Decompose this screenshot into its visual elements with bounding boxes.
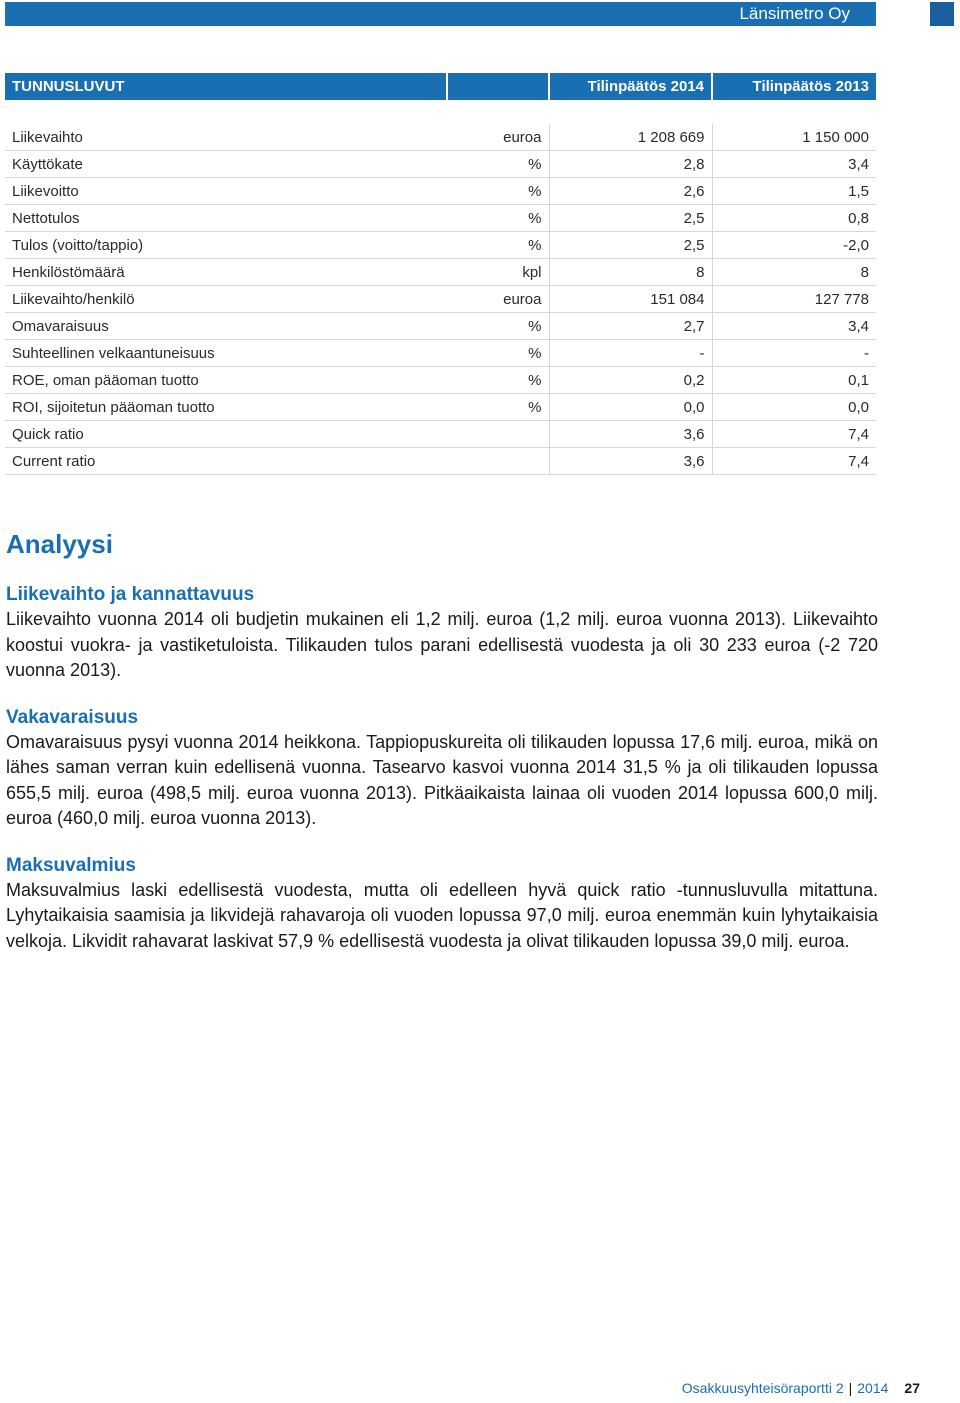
row-unit [447,448,549,475]
row-label: Liikevoitto [5,178,447,205]
row-value-2014: 1 208 669 [549,112,712,151]
page-footer [640,1380,920,1396]
row-unit: % [447,178,549,205]
page-number: 27 [904,1380,920,1396]
row-value-2013: - [712,340,876,367]
section-text-solvency: Omavaraisuus pysyi vuonna 2014 heikkona. Tappiopuskureita oli tilikauden lopussa 17,6 milj. euroa, mikä on lähes saman verran kuin edellisenä vuonna. Tasearvo kasvoi vuonna 2014 31,5 % ja oli tilikauden lopussa 655,5 milj. euroa (498,5 milj. euroa vuonna 2013). Pitkäaikaista lainaa oli vuoden 2014 lopussa 600,0 milj. euroa (460,0 milj. euroa vuonna 2013). [6,731,878,828]
row-label: ROE, oman pääoman tuotto [5,367,447,394]
row-value-2013: 0,8 [712,205,876,232]
row-value-2013: 3,4 [712,313,876,340]
row-label: Tulos (voitto/tappio) [5,232,447,259]
table-row [5,205,876,232]
row-unit: kpl [447,259,549,286]
row-value-2013: 0,1 [712,367,876,394]
section-text-revenue: Liikevaihto vuonna 2014 oli budjetin mukainen eli 1,2 milj. euroa (1,2 milj. euroa vuonna 2013). Liikevaihto koostui vuokra- ja vastiketuloista. Tilikauden tulos parani edellisestä vuodesta ja oli 30 233 euroa (-2 720 vuonna 2013). [6,609,878,680]
table-row [5,421,876,448]
row-value-2014: 2,5 [549,205,712,232]
footer-year: 2014 [857,1380,889,1396]
table-row [5,232,876,259]
table-header-row [5,73,876,112]
row-value-2013: 7,4 [712,448,876,475]
row-value-2014: 0,0 [549,394,712,421]
analysis-title: Analyysi [6,529,113,559]
table-row [5,367,876,394]
row-label: Liikevaihto [5,112,447,151]
table-header-unit [447,73,549,112]
table-row [5,151,876,178]
row-value-2014: 151 084 [549,286,712,313]
section-text-liquidity: Maksuvalmius laski edellisestä vuodesta, mutta oli edelleen hyvä quick ratio -tunnusluvulla mitattuna. Lyhytaikaisia saamisia ja likvidejä rahavaroja oli vuoden lopussa 97,0 milj. euroa enemmän kuin lyhytaikaisia velkoja. Likvidit rahavarat laskivat 57,9 % edellisestä vuodesta ja olivat tilikauden lopussa 39,0 milj. euroa. [6,879,878,951]
company-name: Länsimetro Oy [739,4,850,23]
row-value-2014: 3,6 [549,421,712,448]
table-row [5,340,876,367]
section-heading-revenue: Liikevaihto ja kannattavuus [6,584,255,605]
footer-publication: Osakkuusyhteisöraportti 2 [681,1380,844,1396]
row-value-2013: 8 [712,259,876,286]
section-heading-liquidity: Maksuvalmius [6,854,136,876]
row-value-2013: 1 150 000 [712,112,876,151]
row-unit: euroa [447,112,549,151]
row-unit: % [447,151,549,178]
table-row [5,448,876,475]
row-label: Omavaraisuus [5,313,447,340]
row-label: Henkilöstömäärä [5,259,447,286]
header-corner-block [930,2,954,26]
row-unit: % [447,313,549,340]
row-value-2014: 3,6 [549,448,712,475]
row-value-2013: 0,0 [712,394,876,421]
row-unit: % [447,367,549,394]
footer-separator: | [848,1380,853,1396]
table-row [5,394,876,421]
row-value-2014: 2,7 [549,313,712,340]
table-row [5,178,876,205]
table-row [5,112,876,151]
row-label: ROI, sijoitetun pääoman tuotto [5,394,447,421]
row-value-2013: 127 778 [712,286,876,313]
table-header-2013: Tilinpäätös 2013 [712,73,876,112]
row-value-2013: 3,4 [712,151,876,178]
row-label: Liikevaihto/henkilö [5,286,447,313]
row-value-2013: 1,5 [712,178,876,205]
row-unit: % [447,205,549,232]
row-label: Käyttökate [5,151,447,178]
section-heading-solvency: Vakavaraisuus [6,706,139,728]
row-unit: % [447,340,549,367]
row-unit [447,421,549,448]
table-row [5,286,876,313]
row-value-2014: 2,8 [549,151,712,178]
row-value-2014: - [549,340,712,367]
row-value-2014: 2,6 [549,178,712,205]
row-label: Nettotulos [5,205,447,232]
table-row [5,259,876,286]
row-value-2014: 2,5 [549,232,712,259]
key-figures-table [5,73,876,475]
row-unit: % [447,394,549,421]
analysis-section [6,528,878,975]
row-unit: euroa [447,286,549,313]
row-label: Quick ratio [5,421,447,448]
table-row [5,313,876,340]
table-header-2014: Tilinpäätös 2014 [549,73,712,112]
row-value-2013: -2,0 [712,232,876,259]
row-label: Current ratio [5,448,447,475]
row-value-2013: 7,4 [712,421,876,448]
row-value-2014: 8 [549,259,712,286]
row-unit: % [447,232,549,259]
table-header-title: TUNNUSLUVUT [5,73,447,112]
company-header-bar [5,2,876,26]
row-value-2014: 0,2 [549,367,712,394]
row-label: Suhteellinen velkaantuneisuus [5,340,447,367]
